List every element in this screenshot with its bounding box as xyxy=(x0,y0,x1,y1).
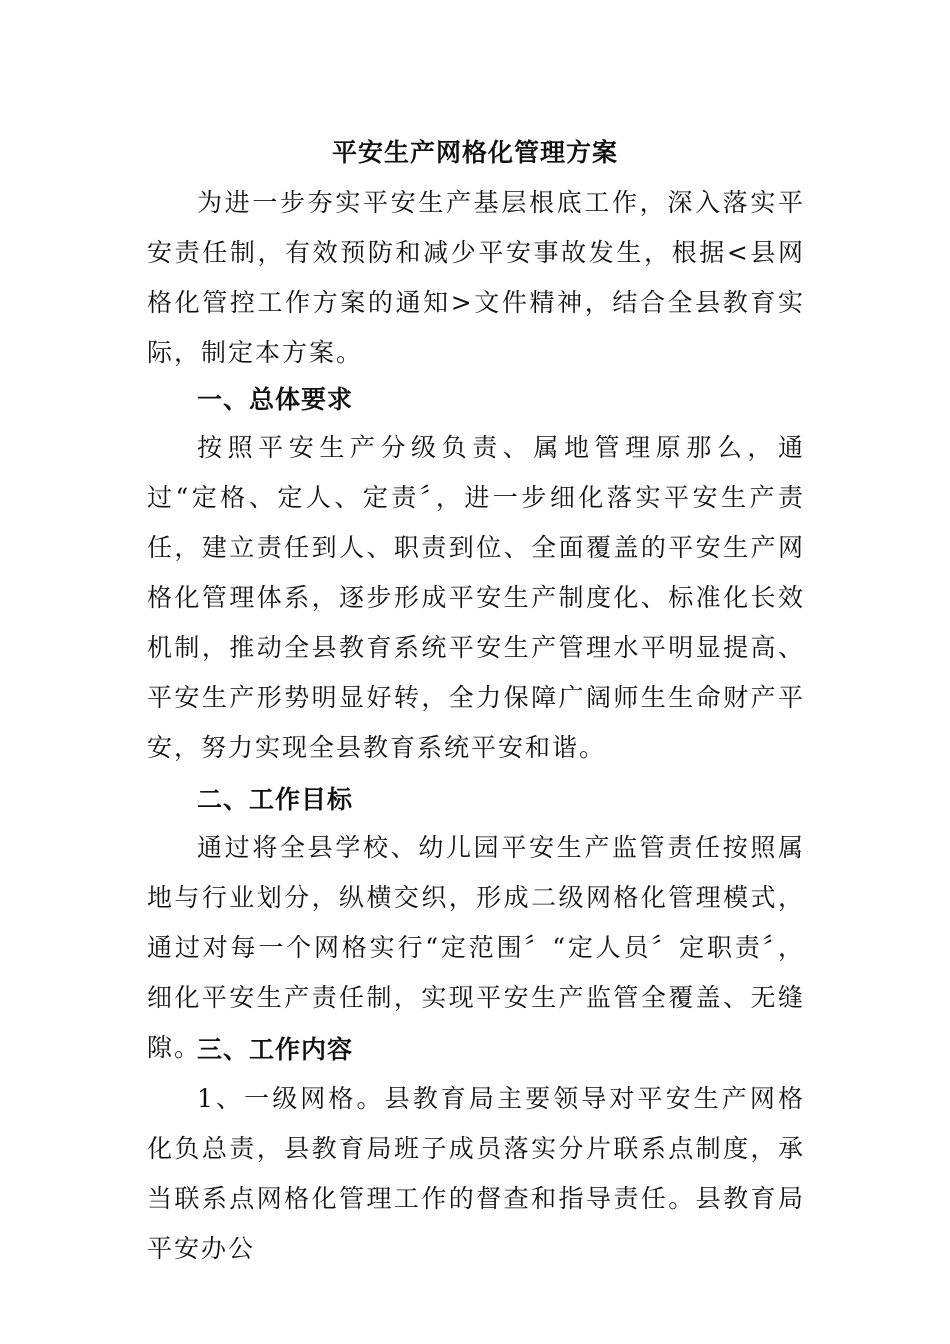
intro-paragraph: 为进一步夯实平安生产基层根底工作，深入落实平安责任制，有效预防和减少平安事故发生，根据<县网格化管控工作方案的通知>文件精神，结合全县教育实际，制定本方案。 xyxy=(147,188,805,367)
document-title: 平安生产网格化管理方案 xyxy=(331,138,618,167)
section-body-work-content: 1、一级网格。县教育局主要领导对平安生产网格化负总责，县教育局班子成员落实分片联系点制度，承当联系点网格化管理工作的督查和指导责任。县教育局平安办公 xyxy=(147,1084,805,1263)
section-heading-work-goals: 二、工作目标 xyxy=(197,785,354,814)
section-heading-overall-requirements: 一、总体要求 xyxy=(197,385,354,414)
section-body-work-goals: 通过将全县学校、幼儿园平安生产监管责任按照属地与行业划分，纵横交织，形成二级网格化管理模式，通过对每一个网格实行“定范围〞“定人员〞定职责〞，细化平安生产责任制，实现平安生产监管全覆盖、无缝隙。 xyxy=(147,833,805,1062)
section-heading-work-content: 三、工作内容 xyxy=(197,1035,354,1064)
section-body-overall-requirements: 按照平安生产分级负责、属地管理原那么，通过“定格、定人、定责〞，进一步细化落实平安生产责任，建立责任到人、职责到位、全面覆盖的平安生产网格化管理体系，逐步形成平安生产制度化、标准化长效机制，推动全县教育系统平安生产管理水平明显提高、平安生产形势明显好转，全力保障广阔师生生命财产平安，努力实现全县教育系统平安和谐。 xyxy=(147,433,805,762)
